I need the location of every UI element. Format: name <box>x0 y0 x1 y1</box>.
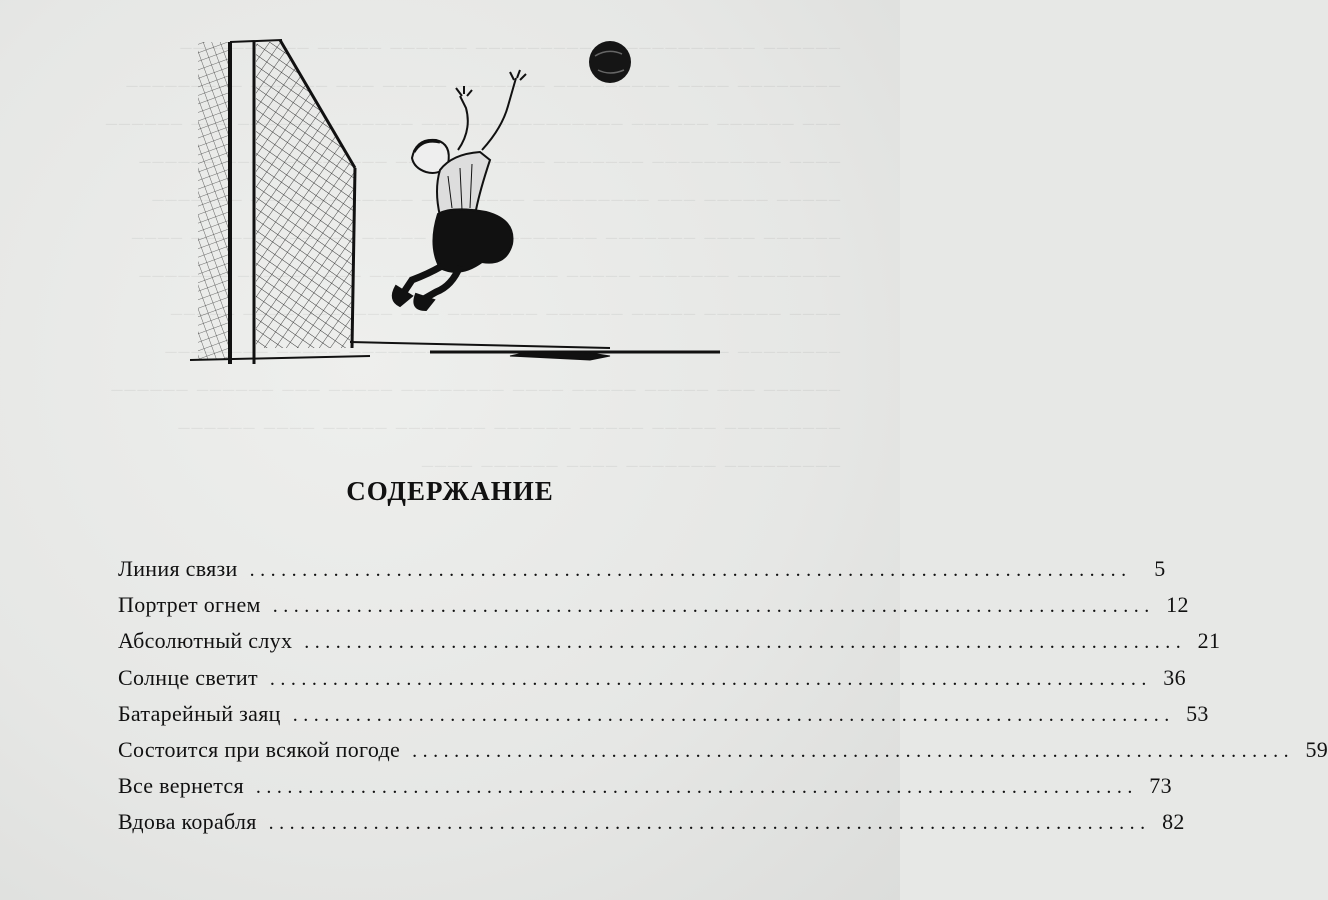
toc-entry[interactable] <box>118 628 1221 664</box>
toc-entry-label: Солнце светит <box>118 664 258 690</box>
toc-entry-page: 59 <box>1305 736 1328 762</box>
toc-leader-dots: .................................................................................... <box>292 703 1175 726</box>
goal-net-side <box>198 42 230 360</box>
toc-entry[interactable] <box>118 592 1189 628</box>
toc-entry-page: 36 <box>1163 664 1186 690</box>
toc-entry[interactable] <box>118 700 1209 737</box>
bleed-through-text: ______ ____________ _________ ______ _____ __________ ________ ____ _______ _____ ___ _________ ___ ______ ______ ____________ ___ _______ ______ ____ __________ _______ _____ ____ ______ _____ _____ ___ _________ _____ _______ ______ ____ _______ ________ _____ ____ ________ _______ _____ ________ ______ _______ ____ ______ _____ ______ _______ ________ ____ ______ _____ _____ _______ ______ ___ _____ _____ ____ ________ _____ ___ ______ ______ _________ _____ _____ ______ _______ _____ ____ ______ _________ _______ ____ ______ ____ <box>104 26 840 469</box>
toc-entry[interactable] <box>118 773 1172 809</box>
toc-entry-label: Линия связи <box>118 556 238 581</box>
table-of-contents <box>118 556 1328 846</box>
football-icon <box>589 41 631 83</box>
toc-entry-label: Абсолютный слух <box>118 628 293 654</box>
toc-entry-label: Вдова корабля <box>118 809 257 835</box>
toc-entry[interactable] <box>118 736 1328 773</box>
toc-leader-dots: .................................................................................... <box>412 739 1295 762</box>
toc-entry-page: 21 <box>1197 628 1221 654</box>
toc-entry-page: 53 <box>1186 700 1209 726</box>
toc-entry-page: 5 <box>1154 556 1166 581</box>
toc-title: СОДЕРЖАНИЕ <box>346 476 554 506</box>
toc-leader-dots: .................................................................................... <box>269 667 1152 690</box>
toc-entry-page: 12 <box>1166 592 1189 618</box>
toc-entry[interactable] <box>118 809 1185 845</box>
toc-leader-dots: .................................................................................... <box>249 559 1132 581</box>
goalkeeper-figure <box>393 70 526 310</box>
toc-leader-dots: .................................................................................... <box>255 776 1138 799</box>
toc-entry-page: 73 <box>1149 773 1172 799</box>
toc-entry[interactable] <box>118 556 1166 592</box>
toc-entry-page: 82 <box>1162 809 1185 835</box>
toc-leader-dots: .................................................................................... <box>268 812 1151 835</box>
toc-leader-dots: .................................................................................... <box>304 631 1187 654</box>
toc-entry-label: Батарейный заяц <box>118 700 281 726</box>
toc-leader-dots: .................................................................................... <box>272 595 1155 618</box>
toc-entry[interactable] <box>118 664 1186 701</box>
toc-entry-label: Портрет огнем <box>118 592 261 618</box>
toc-entry-label: Все вернется <box>118 773 244 799</box>
goalkeeper-illustration <box>190 30 750 370</box>
toc-entry-label: Состоится при всякой погоде <box>118 736 401 762</box>
